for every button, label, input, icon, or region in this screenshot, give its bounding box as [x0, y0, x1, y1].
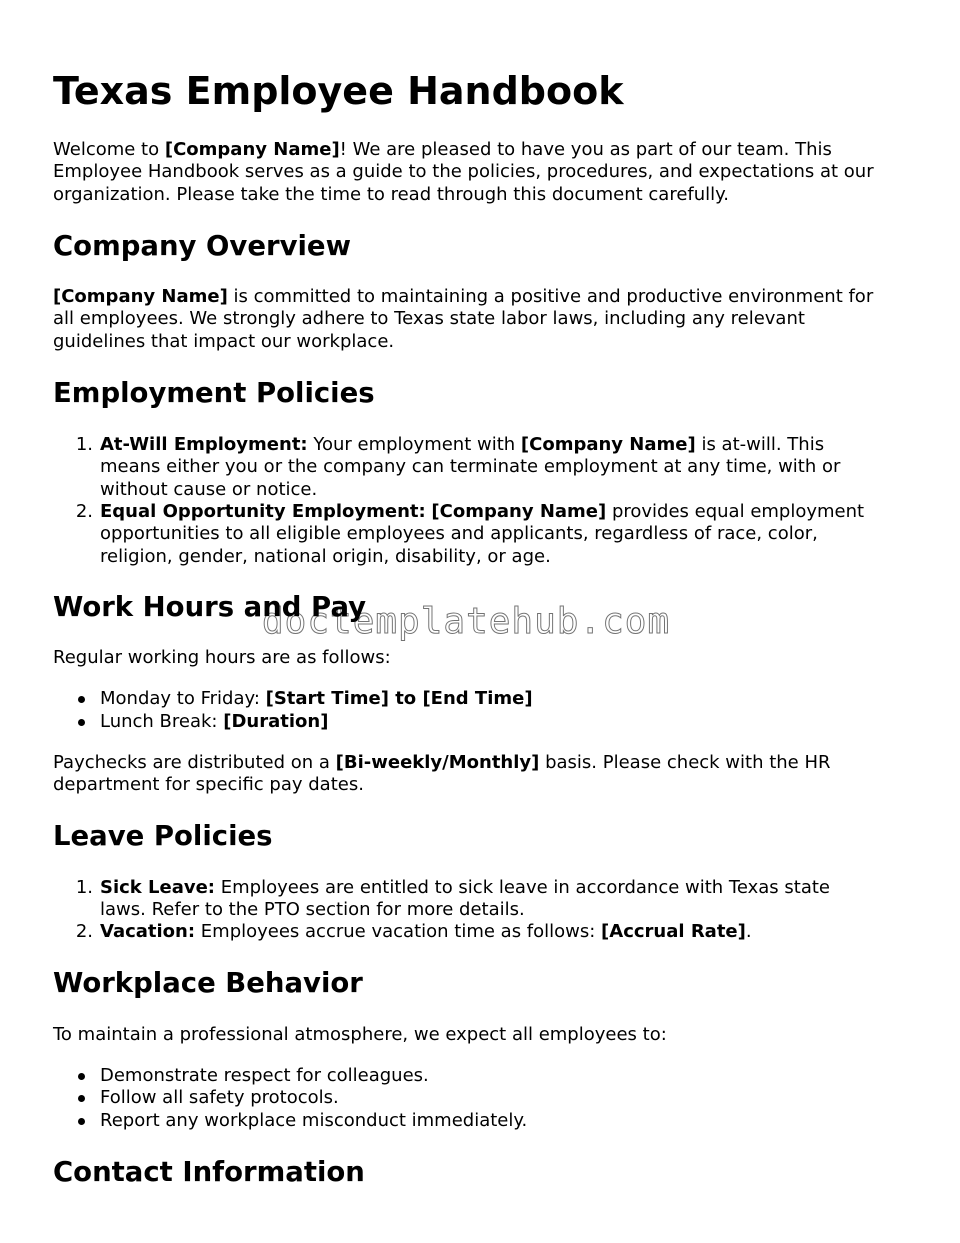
page-title: Texas Employee Handbook	[53, 69, 624, 113]
pay-text: basis. Please check with the HR	[539, 752, 831, 773]
list-item-text: Lunch Break:	[100, 711, 224, 732]
employment-policies-heading: Employment Policies	[53, 377, 375, 409]
list-item-text: without cause or notice.	[100, 478, 318, 500]
intro-text: Welcome to	[53, 139, 165, 160]
list-marker: 2.	[75, 921, 93, 942]
list-item-text: .	[745, 921, 752, 942]
list-item	[53, 1087, 913, 1110]
bullet-icon	[78, 1073, 85, 1080]
company-name-placeholder: [Company Name]	[520, 434, 696, 455]
list-item	[53, 877, 913, 922]
list-item-text: means either you or the company can terminate employment at any time, with or	[100, 456, 841, 478]
duration-placeholder: [Duration]	[223, 711, 329, 732]
hours-intro: Regular working hours are as follows:	[53, 647, 391, 668]
intro-text: organization. Please take the time to read through this document carefully.	[53, 183, 729, 205]
behavior-intro: To maintain a professional atmosphere, we expect all employees to:	[53, 1024, 667, 1045]
list-item	[53, 688, 913, 711]
list-marker: 2.	[75, 501, 93, 522]
list-item-text: Follow all safety protocols.	[100, 1087, 339, 1108]
list-item-text: Monday to Friday:	[100, 688, 266, 709]
bullet-icon	[78, 1095, 85, 1102]
watermark-label: doctemplatehub.com	[262, 601, 671, 642]
list-item	[53, 1065, 913, 1088]
pay-text: Paychecks are distributed on a	[53, 752, 336, 773]
company-name-placeholder: [Company Name]	[53, 286, 228, 307]
list-item	[53, 434, 913, 502]
list-item	[53, 921, 913, 944]
leave-policies-heading: Leave Policies	[53, 820, 273, 852]
list-item-text: laws. Refer to the PTO section for more details.	[100, 899, 525, 921]
intro-text: ! We are pleased to have you as part of our team. This	[339, 139, 832, 160]
list-item-text: religion, gender, national origin, disability, or age.	[100, 545, 551, 567]
list-item	[53, 711, 913, 734]
company-overview-heading: Company Overview	[53, 230, 351, 262]
overview-paragraph	[53, 286, 913, 353]
list-item-term: Sick Leave:	[100, 877, 216, 898]
pay-text: department for specific pay dates.	[53, 774, 364, 796]
list-item-text: Employees are entitled to sick leave in accordance with Texas state	[215, 877, 830, 898]
list-marker: 1.	[75, 434, 93, 455]
overview-text: guidelines that impact our workplace.	[53, 330, 395, 352]
list-item-text: Demonstrate respect for colleagues.	[100, 1065, 429, 1086]
list-item-text: Report any workplace misconduct immediately.	[100, 1110, 528, 1131]
list-item-term: Vacation:	[100, 921, 196, 942]
list-item-text: Your employment with	[307, 434, 521, 455]
work-hours-heading: Work Hours and Pay	[53, 591, 367, 623]
accrual-rate-placeholder: [Accrual Rate]	[601, 921, 746, 942]
bullet-icon	[78, 719, 85, 726]
list-item	[53, 501, 913, 569]
hours-placeholder: [Start Time] to [End Time]	[265, 688, 533, 709]
overview-text: all employees. We strongly adhere to Texas state labor laws, including any relevant	[53, 308, 805, 330]
contact-information-heading: Contact Information	[53, 1156, 365, 1188]
list-item-text: is at-will. This	[695, 434, 825, 455]
list-item	[53, 1110, 913, 1133]
pay-paragraph	[53, 752, 913, 797]
list-item-term: Equal Opportunity Employment:	[100, 501, 426, 522]
company-name-placeholder: [Company Name]	[431, 501, 607, 522]
overview-text: is committed to maintaining a positive and productive environment for	[227, 286, 874, 307]
list-item-text: provides equal employment	[606, 501, 865, 522]
bullet-icon	[78, 1118, 85, 1125]
list-item-term: At-Will Employment:	[100, 434, 308, 455]
intro-paragraph	[53, 139, 913, 206]
list-item-text: opportunities to all eligible employees and applicants, regardless of race, color,	[100, 523, 818, 545]
intro-text: Employee Handbook serves as a guide to the policies, procedures, and expectations at our	[53, 161, 874, 183]
company-name-placeholder: [Company Name]	[164, 139, 340, 160]
list-marker: 1.	[75, 877, 93, 898]
bullet-icon	[78, 696, 85, 703]
workplace-behavior-heading: Workplace Behavior	[53, 967, 363, 999]
list-item-text: Employees accrue vacation time as follows:	[195, 921, 602, 942]
pay-frequency-placeholder: [Bi-weekly/Monthly]	[335, 752, 540, 773]
